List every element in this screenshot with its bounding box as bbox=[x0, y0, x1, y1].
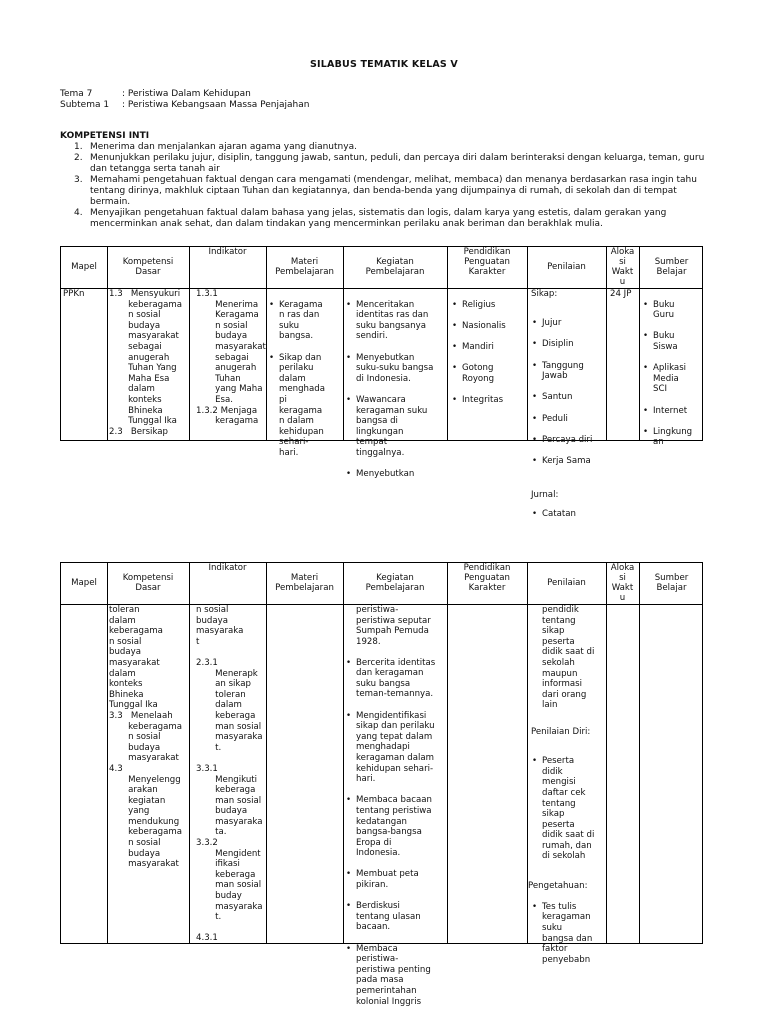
ki-number: 4. bbox=[74, 208, 83, 218]
list-item: • Buku Guru bbox=[642, 300, 704, 321]
ki-number: 2. bbox=[74, 153, 83, 163]
page-title: SILABUS TEMATIK KELAS V bbox=[310, 59, 458, 70]
ki-heading: KOMPETENSI INTI bbox=[60, 131, 150, 141]
sikap-list bbox=[531, 308, 606, 478]
ki-item bbox=[74, 142, 708, 153]
ki-list bbox=[74, 142, 708, 230]
header-mapel: Mapel bbox=[71, 578, 97, 588]
tema-row bbox=[60, 89, 251, 100]
list-item: • Mengidentifikasi sikap dan perilaku yang tepat dalam menghadapi keragaman dalam kehidupan sehari- hari. bbox=[345, 711, 447, 785]
sumber-list bbox=[642, 289, 704, 459]
list-item: • Membuat peta pikiran. bbox=[345, 869, 447, 890]
pengetahuan-list bbox=[531, 891, 606, 976]
list-item: • Menyebutkan suku-suku bangsa di Indonesia. bbox=[345, 353, 447, 385]
list-item: • Lingkung an bbox=[642, 427, 704, 448]
pengetahuan-label: Pengetahuan: bbox=[528, 880, 588, 891]
header-alokasi: Aloka si Wakt u bbox=[610, 247, 635, 287]
list-item: • Jujur bbox=[531, 318, 606, 329]
ki-item bbox=[74, 153, 708, 175]
list-item: • Integritas bbox=[451, 395, 527, 406]
list-item: • Nasionalis bbox=[451, 321, 527, 332]
header-sumber: Sumber Belajar bbox=[654, 257, 689, 277]
penilaian-diri-list bbox=[531, 746, 606, 873]
alokasi-value: 24 JP bbox=[610, 289, 632, 299]
list-item: • Berdiskusi tentang ulasan bacaan. bbox=[345, 901, 447, 933]
jurnal-list bbox=[531, 509, 606, 520]
ki-item bbox=[74, 208, 708, 230]
indikator-text: 1.3.1 Menerima Keragama n sosial budaya masyarakat sebagai anugerah Tuhan yang Maha Esa. 1.3.2 Menjaga keragama bbox=[196, 289, 266, 427]
list-item: • Tes tulis keragaman suku bangsa dan faktor penyebabn bbox=[531, 902, 606, 966]
list-item: • Percaya diri bbox=[531, 435, 606, 446]
list-item: • Gotong Royong bbox=[451, 363, 527, 384]
list-item: • Peduli bbox=[531, 414, 606, 425]
list-item: • Kerja Sama bbox=[531, 456, 606, 467]
list-item: • Wawancara keragaman suku bangsa di lingkungan tempat tinggalnya. bbox=[345, 395, 447, 459]
subtema-label: Subtema 1 bbox=[60, 100, 110, 110]
list-item: • Peserta didik mengisi daftar cek tentang sikap peserta didik saat di rumah, dan di sekolah bbox=[531, 756, 606, 862]
indikator-text: n sosial budaya masyaraka t 2.3.1 Menerapk an sikap toleran dalam keberaga man sosial masyaraka t. 3.3.1 Mengikuti keberaga man sosial budaya masyaraka ta. 3.3.2 Mengident ifikasi keberaga man sosial buday masyaraka t. 4.3.1 bbox=[196, 605, 263, 944]
list-item: • Menceritakan identitas ras dan suku bangsanya sendiri. bbox=[345, 300, 447, 342]
ki-text: Menerima dan menjalankan ajaran agama yang dianutnya. bbox=[90, 142, 357, 152]
syllabus-table-2 bbox=[60, 562, 703, 1007]
header-mapel: Mapel bbox=[71, 262, 97, 272]
kd-text: toleran dalam keberagama n sosial budaya masyarakat dalam konteks Bhineka Tunggal Ika 3.3 Menelaah keberagama n sosial budaya masyarakat 4.3 Menyelengg arakan kegiatan yang mendukung keberagama n sosial budaya masyarakat bbox=[109, 605, 182, 870]
list-item: • Menyebutkan bbox=[345, 469, 447, 480]
ki-item bbox=[74, 175, 708, 208]
list-item: • Membaca peristiwa- peristiwa penting pada masa pemerintahan kolonial Inggris bbox=[345, 944, 447, 1008]
header-ppk: Pendidikan Penguatan Karakter bbox=[463, 247, 511, 277]
syllabus-table-1 bbox=[60, 246, 703, 519]
mapel-value: PPKn bbox=[63, 289, 85, 299]
kd-text: 1.3 Mensyukuri keberagama n sosial budaya masyarakat sebagai anugerah Tuhan Yang Maha Esa dalam konteks Bhineka Tunggal Ika 2.3 Bersikap bbox=[109, 289, 182, 437]
ki-text: Memahami pengetahuan faktual dengan cara mengamati (mendengar, melihat, membaca) dan menanya berdasarkan rasa ingin tahu tentang dirinya, makhluk ciptaan Tuhan dan kegiatannya, dan benda-benda yang dijumpainya di rumah, di sekolah dan di tempat bermain. bbox=[90, 175, 697, 207]
header-materi: Materi Pembelajaran bbox=[275, 257, 334, 277]
header-penilaian: Penilaian bbox=[547, 578, 586, 588]
penilaian-diri-label: Penilaian Diri: bbox=[531, 726, 591, 737]
subtema-row bbox=[60, 100, 309, 111]
subtema-value: : Peristiwa Kebangsaan Massa Penjajahan bbox=[122, 100, 310, 110]
kegiatan-list bbox=[345, 289, 447, 490]
header-sumber: Sumber Belajar bbox=[654, 573, 689, 593]
sikap-label: Sikap: bbox=[531, 289, 558, 299]
list-item: • Mandiri bbox=[451, 342, 527, 353]
list-item: • Bercerita identitas dan keragaman suku bangsa teman-temannya. bbox=[345, 658, 447, 700]
list-item: • Aplikasi Media SCI bbox=[642, 363, 704, 395]
tema-value: : Peristiwa Dalam Kehidupan bbox=[122, 89, 251, 99]
kegiatan-continued: peristiwa- peristiwa seputar Sumpah Pemuda 1928. bbox=[356, 605, 431, 647]
list-item: • Santun bbox=[531, 392, 606, 403]
ki-number: 3. bbox=[74, 175, 83, 185]
materi-list bbox=[268, 289, 342, 469]
header-kd: Kompetensi Dasar bbox=[122, 257, 174, 277]
header-kd: Kompetensi Dasar bbox=[122, 573, 174, 593]
kegiatan-list bbox=[345, 647, 447, 1018]
penilaian-cell bbox=[531, 289, 606, 519]
header-alokasi: Aloka si Wakt u bbox=[610, 563, 635, 603]
header-indikator: Indikator bbox=[208, 247, 247, 257]
list-item: • Membaca bacaan tentang peristiwa kedatangan bangsa-bangsa Eropa di Indonesia. bbox=[345, 795, 447, 859]
penilaian-cell bbox=[528, 605, 606, 976]
tema-label: Tema 7 bbox=[60, 89, 93, 99]
jurnal-label: Jurnal: bbox=[531, 490, 559, 501]
list-item: • Tanggung Jawab bbox=[531, 361, 606, 382]
header-penilaian: Penilaian bbox=[547, 262, 586, 272]
header-materi: Materi Pembelajaran bbox=[275, 573, 334, 593]
ki-number: 1. bbox=[74, 142, 83, 152]
ki-text: Menyajikan pengetahuan faktual dalam bahasa yang jelas, sistematis dan logis, dalam karya yang estetis, dalam gerakan yang mencerminkan anak sehat, dan dalam tindakan yang mencerminkan perilaku anak beriman dan berakhlak mulia. bbox=[90, 208, 667, 229]
list-item: • Sikap dan perilaku dalam menghada pi keragama n dalam kehidupan sehari- hari. bbox=[268, 353, 342, 459]
header-ppk: Pendidikan Penguatan Karakter bbox=[463, 563, 511, 593]
ppk-list bbox=[451, 289, 527, 416]
header-kegiatan: Kegiatan Pembelajaran bbox=[365, 573, 425, 593]
list-item: • Religius bbox=[451, 300, 527, 311]
list-item: • Disiplin bbox=[531, 339, 606, 350]
header-kegiatan: Kegiatan Pembelajaran bbox=[365, 257, 425, 277]
ki-text: Menunjukkan perilaku jujur, disiplin, tanggung jawab, santun, peduli, dan percaya diri dalam berinteraksi dengan keluarga, teman, guru dan tetangga serta tanah air bbox=[90, 153, 705, 174]
list-item: • Keragama n ras dan suku bangsa. bbox=[268, 300, 342, 342]
penilaian-continued: pendidik tentang sikap peserta didik saat di sekolah maupun informasi dari orang lain bbox=[542, 605, 595, 711]
header-indikator: Indikator bbox=[208, 563, 247, 573]
list-item: • Catatan bbox=[531, 509, 606, 520]
list-item: • Buku Siswa bbox=[642, 331, 704, 352]
list-item: • Internet bbox=[642, 406, 704, 417]
